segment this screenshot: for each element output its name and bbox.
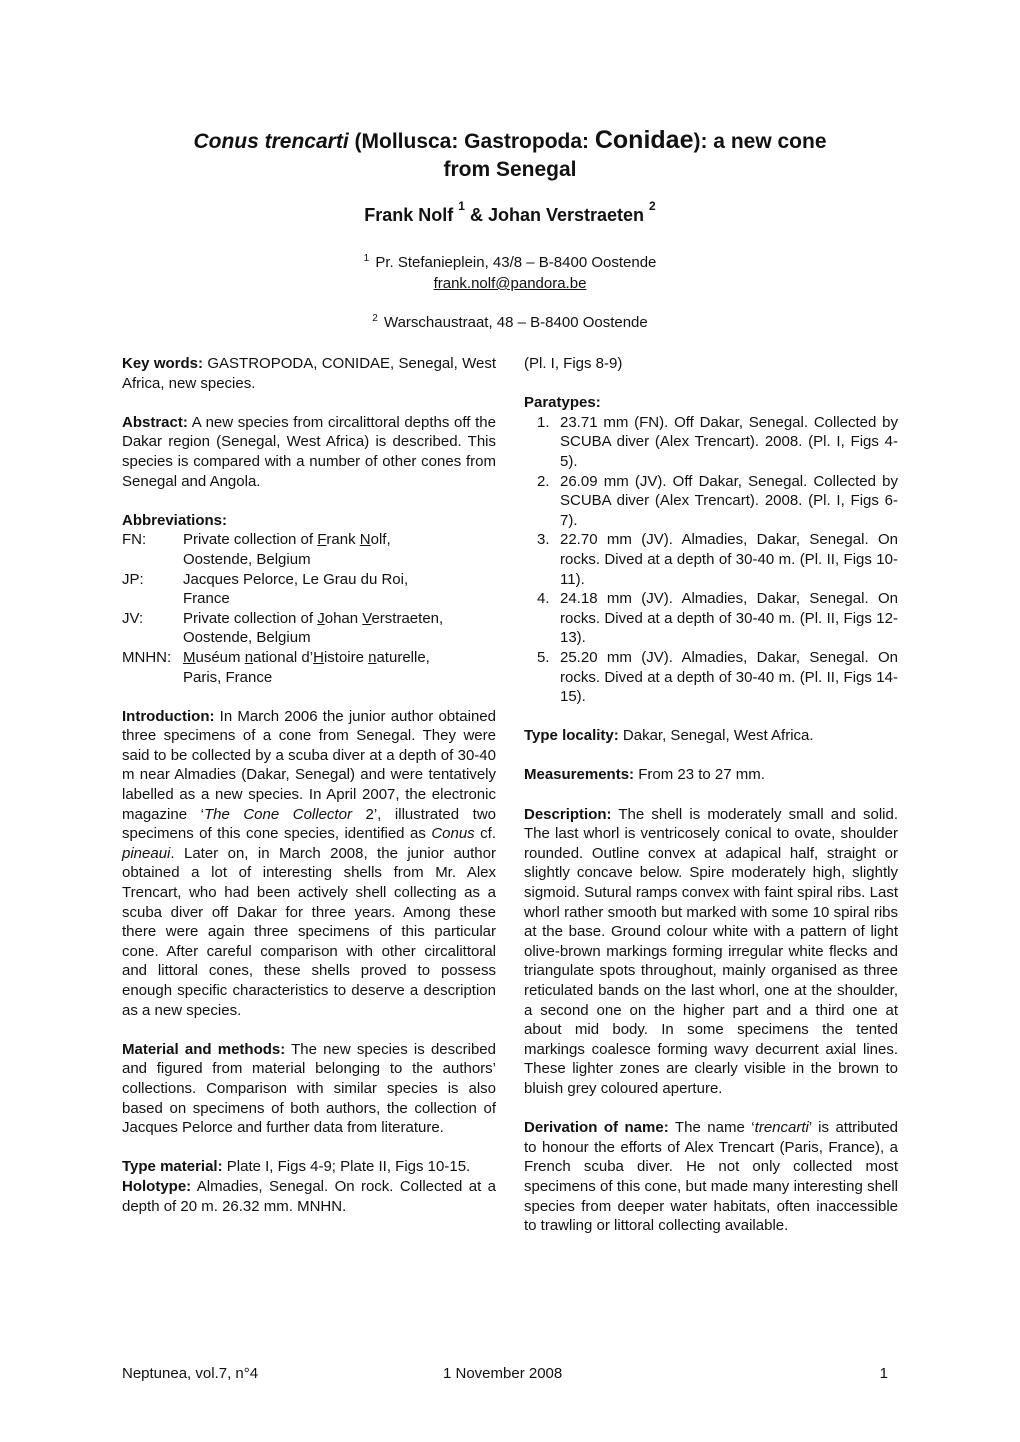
title-family: Conidae — [594, 126, 694, 154]
address-2-text: Warschaustraat, 48 – B-8400 Oostende — [383, 314, 648, 331]
paratype-num: 3. — [537, 531, 550, 549]
paratype-text: 24.18 mm (JV). Almadies, Dakar, Senegal. On rocks. Dived at a depth of 30-40 m. (Pl. II, Figs 12-13). — [560, 590, 898, 647]
abbr-jp-line2: France — [183, 590, 230, 608]
title-part1: (Mollusca: Gastropoda: — [348, 130, 595, 153]
abbr-fn-c: olf, — [370, 531, 391, 549]
intro-c: cf. — [474, 825, 496, 843]
mm-label: Material and methods: — [122, 1040, 286, 1058]
mm-text: The new species is described and figured from material belonging to the authors’ collections. Comparison with similar species is also based on specimens of both authors, the collection of Jacques Pelorce and further data from literature. — [122, 1040, 496, 1137]
abbr-fn-a: Private collection of — [183, 531, 318, 549]
der-a: The name ‘ — [668, 1119, 755, 1137]
intro-d: . Later on, in March 2008, the junior author obtained a lot of interesting shells from Mr. Alex Trencart, who had been actively shell collecting as a scuba diver off Dakar for three years. Among these there were again three specimens of this particular cone. After careful comparison with other circalittoral and littoral cones, these shells proved to possess enough specific characteristics to deserve a description as a new species. — [122, 844, 496, 1019]
tl-label: Type locality: — [524, 727, 619, 745]
meas-text: From 23 to 27 mm. — [634, 766, 765, 784]
tl-text: Dakar, Senegal, West Africa. — [618, 727, 814, 745]
abstract-label: Abstract: — [122, 413, 188, 431]
article-title-line2: from Senegal — [443, 158, 577, 181]
paratypes-list — [524, 413, 898, 707]
derivation-of-name — [524, 1118, 898, 1236]
abbr-jv-line2: Oostende, Belgium — [183, 629, 311, 647]
holo-label: Holotype: — [122, 1177, 192, 1195]
abbr-jp — [122, 570, 496, 609]
paratype-num: 5. — [537, 648, 550, 666]
intro-pineaui: pineaui — [122, 844, 171, 862]
abbr-key: JV: — [122, 609, 144, 627]
abbr-jv — [122, 609, 496, 648]
abbr-mn-H: H — [313, 648, 324, 666]
author-1-sup: 1 — [458, 199, 465, 213]
paratypes-label: Paratypes: — [524, 394, 601, 412]
email-link[interactable]: frank.nolf@pandora.be — [433, 275, 587, 292]
intro-conus: Conus — [431, 825, 475, 843]
address-2 — [100, 313, 920, 333]
intro-magazine: The Cone Collector — [203, 805, 352, 823]
abbr-jv-a: Private collection of — [183, 609, 318, 627]
paratype-num: 4. — [537, 590, 550, 608]
article-title — [100, 126, 920, 156]
abbr-mn-M: M — [183, 648, 196, 666]
authors — [100, 199, 920, 226]
holotype — [122, 1177, 496, 1216]
abbr-fn — [122, 530, 496, 569]
paratype-text: 25.20 mm (JV). Almadies, Dakar, Senegal. On rocks. Dived at a depth of 30-40 m. (Pl. II, Figs 14-15). — [560, 648, 898, 706]
abbr-mn-b: ational d’ — [253, 648, 314, 666]
desc-text: The shell is moderately small and solid. The last whorl is ventricosely conical to ovate, shoulder rounded. Outline convex at adapical half, straight or slightly concave below. Spire moderately high, slightly sigmoid. Sutural ramps convex with faint spiral ribs. Last whorl rather smooth but marked with some 10 spiral ribs at the base. Ground colour white with a pattern of light olive-brown markings forming irregular white flecks and triangulate spots throughout, mainly organised as three reticulated bands on the last whorl, one at the shoulder, a second one on the higher part and a third one at about mid body. In some specimens the tented markings coalesce forming wavy decurrent axial lines. These lighter zones are clearly visible in the brown to bluish grey coloured aperture. — [524, 805, 898, 1097]
keywords-text: GASTROPODA, CONIDAE, Senegal, West Africa, new species. — [122, 355, 497, 392]
abbr-mn-n2: n — [368, 648, 377, 666]
abstract-text: A new species from circalittoral depths off the Dakar region (Senegal, West Africa) is described. This species is compared with a number of other cones from Senegal and Angola. — [122, 413, 496, 490]
email-line — [100, 274, 920, 294]
abbr-mn-a: uséum — [195, 648, 245, 666]
measurements — [524, 765, 898, 785]
paratype-text: 23.71 mm (FN). Off Dakar, Senegal. Collected by SCUBA diver (Alex Trencart). 2008. (Pl. I, Figs 4-5). — [560, 413, 898, 470]
paratypes-heading — [524, 393, 898, 413]
paratype-text: 26.09 mm (JV). Off Dakar, Senegal. Collected by SCUBA diver (Alex Trencart). 2008. (Pl. I, Figs 6-7). — [560, 472, 898, 529]
introduction — [122, 707, 496, 1021]
paratype-num: 1. — [537, 413, 550, 431]
abbr-value — [183, 648, 496, 687]
abbr-key: FN: — [122, 531, 147, 549]
author-2-sup: 2 — [649, 199, 656, 213]
type-material — [122, 1157, 496, 1177]
author-2: & Johan Verstraeten — [464, 205, 650, 225]
desc-label: Description: — [524, 805, 612, 823]
title-part2: ): a new cone — [693, 130, 827, 153]
abbr-key: MNHN: — [122, 648, 172, 666]
abbr-mn-n: n — [244, 648, 254, 666]
list-item — [524, 648, 898, 707]
holo-text: Almadies, Senegal. On rock. Collected at a depth of 20 m. 26.32 mm. MNHN. — [122, 1177, 496, 1215]
intro-a: In March 2006 the junior author obtained three specimens of a cone from Senegal. They were said to be collected by a scuba diver at a depth of 30-40 m near Almadies (Dakar, Senegal) and were tentatively labelled as a new species. In April 2007, the electronic magazine ‘ — [122, 707, 496, 823]
author-1: Frank Nolf — [364, 205, 459, 225]
abbreviations-heading — [122, 511, 496, 531]
tm-text: Plate I, Figs 4-9; Plate II, Figs 10-15. — [222, 1158, 471, 1176]
meas-label: Measurements: — [524, 766, 635, 784]
abbr-jv-J: J — [317, 609, 325, 627]
footer-journal: Neptunea, vol.7, n°4 — [122, 1365, 259, 1382]
abbr-mnhn — [122, 648, 496, 687]
address-1-num: 1 — [363, 253, 370, 264]
der-name: trencarti — [754, 1119, 809, 1137]
abbr-fn-line2: Oostende, Belgium — [183, 550, 311, 568]
abbr-value — [183, 570, 496, 609]
abbr-value — [183, 530, 496, 569]
address-1-text: Pr. Stefanieplein, 43/8 – B-8400 Oostende — [375, 254, 657, 271]
description — [524, 805, 898, 1099]
abbr-fn-b: rank — [326, 531, 360, 549]
list-item — [524, 530, 898, 589]
abbr-jv-V: V — [362, 609, 372, 627]
list-item — [524, 472, 898, 531]
type-locality — [524, 726, 898, 746]
abbr-value — [183, 609, 496, 648]
title-species: Conus trencarti — [193, 130, 349, 153]
footer-date: 1 November 2008 — [443, 1365, 563, 1382]
abbr-fn-F: F — [317, 531, 327, 549]
right-column — [524, 354, 898, 1255]
keywords — [122, 354, 496, 393]
holotype-continued: (Pl. I, Figs 8-9) — [524, 355, 623, 372]
paratype-num: 2. — [537, 472, 550, 490]
abbreviations-label: Abbreviations: — [122, 511, 228, 529]
keywords-label: Key words: — [122, 355, 204, 372]
abbr-key: JP: — [122, 570, 144, 588]
abbr-jv-b: ohan — [324, 609, 363, 627]
abbr-jp-a: Jacques Pelorce, Le Grau du Roi, — [183, 570, 409, 588]
abstract — [122, 413, 496, 491]
der-b: ’ is attributed to honour the efforts of Alex Trencart (Paris, France), a French scuba diver. He not only collected most specimens of this cone, but made many interesting shell species from deeper water habitats, often inaccessible to trawling or littoral collecting available. — [524, 1119, 898, 1235]
tm-label: Type material: — [122, 1158, 223, 1176]
abbr-fn-N: N — [359, 531, 371, 549]
material-methods — [122, 1040, 496, 1138]
abbr-mn-c: istoire — [323, 648, 369, 666]
abbr-jv-c: erstraeten, — [371, 609, 444, 627]
address-1 — [100, 253, 920, 273]
address-2-num: 2 — [372, 313, 378, 324]
der-label: Derivation of name: — [524, 1119, 669, 1137]
intro-b: 2’, illustrated two specimens of this cone species, identified as — [122, 805, 497, 843]
abbr-mn-d: aturelle, — [376, 648, 430, 666]
intro-label: Introduction: — [122, 707, 215, 725]
abbr-mn-line2: Paris, France — [183, 668, 273, 686]
list-item — [524, 589, 898, 648]
paratype-text: 22.70 mm (JV). Almadies, Dakar, Senegal. On rocks. Dived at a depth of 30-40 m. (Pl. II, Figs 10-11). — [560, 531, 898, 588]
list-item — [524, 413, 898, 472]
left-column — [122, 354, 496, 1216]
footer-page-number: 1 — [879, 1365, 888, 1382]
